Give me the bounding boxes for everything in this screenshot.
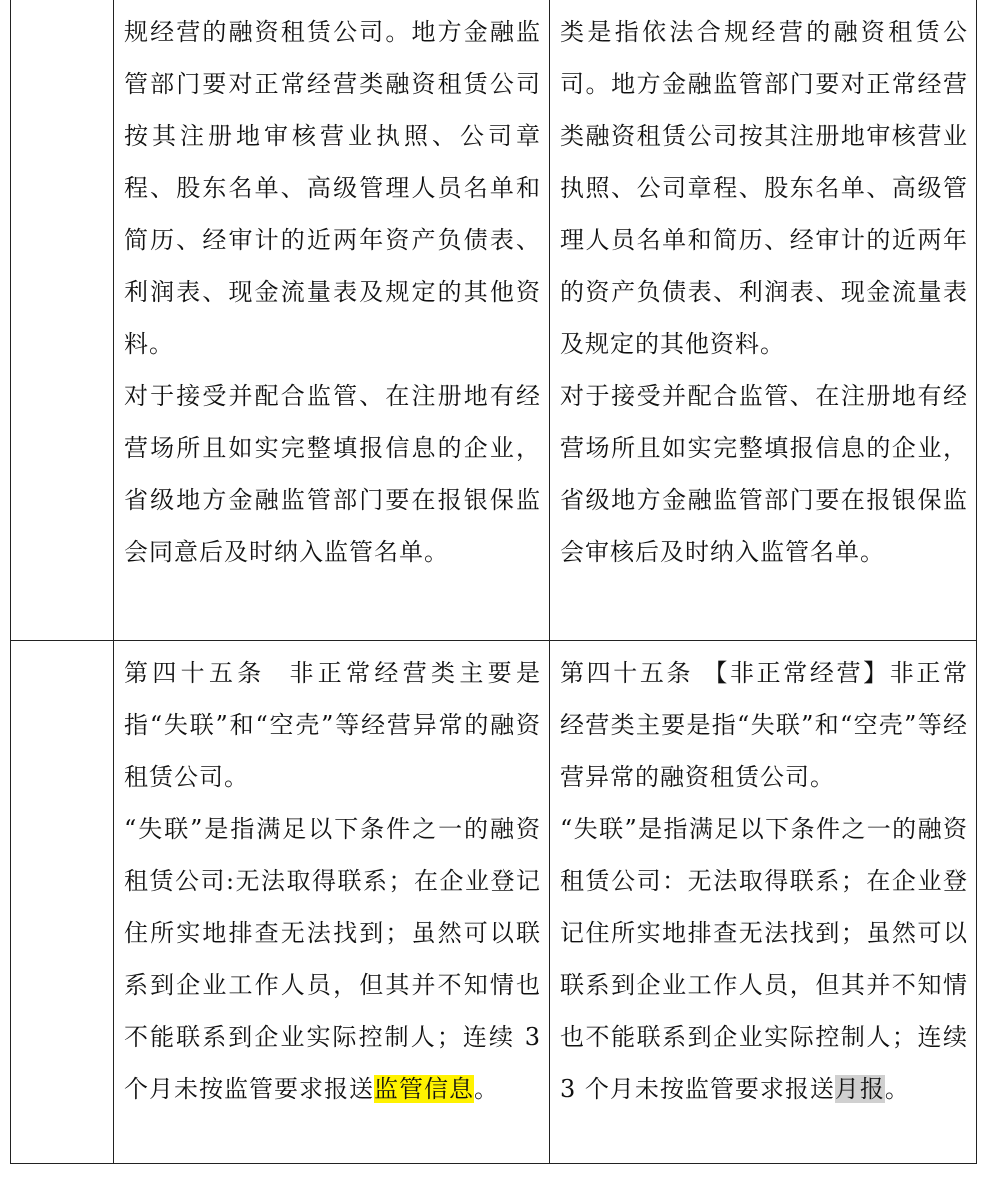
paragraph: 对于接受并配合监管、在注册地有经营场所且如实完整填报信息的企业，省级地方金融监管部门要在报银保监会审核后及时纳入监管名单。 — [560, 382, 968, 566]
text-run: 。 — [884, 1074, 910, 1103]
highlighted-text: 监管信息 — [374, 1074, 474, 1103]
paragraph: 规经营的融资租赁公司。地方金融监管部门要对正常经营类融资租赁公司按其注册地审核营业执照、公司章程、股东名单、高级管理人员名单和简历、经审计的近两年资产负债表、利润表、现金流量表及规定的其他资料。 — [124, 18, 541, 358]
index-cell — [11, 640, 114, 1163]
text-run: “失联”是指满足以下条件之一的融资租赁公司:无法取得联系；在企业登记住所实地排查无法找到；虽然可以联系到企业工作人员，但其并不知情也不能联系到企业实际控制人；连续 3 个月未按监管要求报送 — [124, 814, 541, 1103]
paragraph — [560, 803, 968, 1115]
table-row — [11, 640, 977, 1163]
paragraph: 类是指依法合规经营的融资租赁公司。地方金融监管部门要对正常经营类融资租赁公司按其注册地审核营业执照、公司章程、股东名单、高级管理人员名单和简历、经审计的近两年的资产负债表、利润表、现金流量表及规定的其他资料。 — [560, 18, 968, 358]
article-paragraph: 第四十五条 非正常经营类主要是指“失联”和“空壳”等经营异常的融资租赁公司。 — [124, 658, 541, 791]
highlighted-text: 月报 — [834, 1074, 885, 1103]
original-text — [114, 641, 549, 1115]
table-row — [11, 0, 977, 640]
revised-text — [550, 641, 976, 1115]
original-text — [114, 0, 549, 578]
text-run: 。 — [474, 1074, 499, 1103]
revised-text-cell — [550, 0, 977, 640]
paragraph — [124, 803, 541, 1115]
revised-text — [550, 0, 976, 578]
comparison-table — [10, 0, 977, 1164]
text-run: “失联”是指满足以下条件之一的融资租赁公司：无法取得联系；在企业登记住所实地排查无法找到；虽然可以联系到企业工作人员，但其并不知情也不能联系到企业实际控制人；连续 3 个月未按监管要求报送 — [560, 814, 968, 1103]
paragraph: 对于接受并配合监管、在注册地有经营场所且如实完整填报信息的企业，省级地方金融监管部门要在报银保监会同意后及时纳入监管名单。 — [124, 382, 541, 566]
article-paragraph: 第四十五条 【非正常经营】非正常经营类主要是指“失联”和“空壳”等经营异常的融资租赁公司。 — [560, 658, 968, 791]
original-text-cell — [114, 640, 550, 1163]
index-cell — [11, 0, 114, 640]
original-text-cell — [114, 0, 550, 640]
revised-text-cell — [550, 640, 977, 1163]
